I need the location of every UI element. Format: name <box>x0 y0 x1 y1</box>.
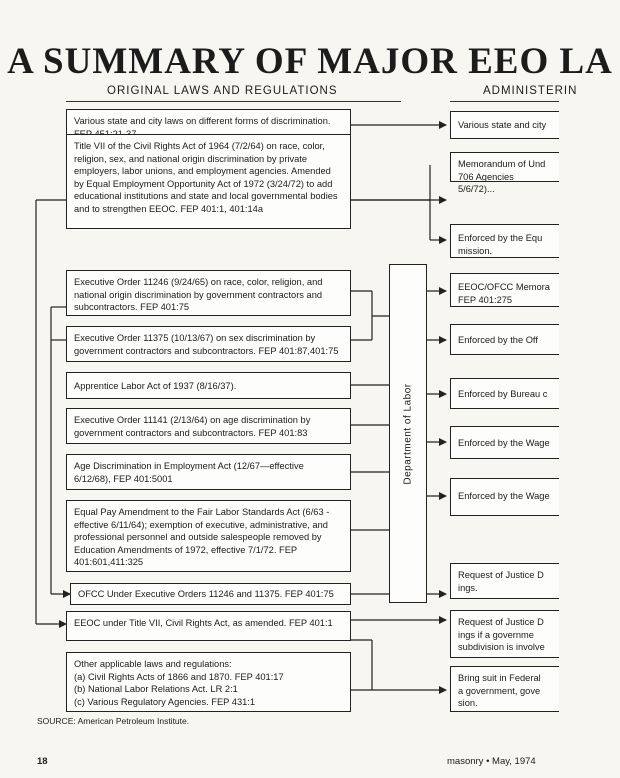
agency-box-office: Enforced by the Off <box>450 324 559 355</box>
law-box-equal-pay: Equal Pay Amendment to the Fair Labor Standards Act (6/63 - effective 6/11/64); exemption of executive, administrative, and professional personnel and outside salespeople removed by Education Amendments of 1972, effective 7/1/72. FEP 401:601,411:325 <box>66 500 351 572</box>
agency-box-eeoc: Enforced by the Equ mission. <box>450 224 559 258</box>
law-box-eo-11246: Executive Order 11246 (9/24/65) on race, color, religion, and national origin discrimination by government contractors and subcontractors. FEP 401:75 <box>66 270 351 316</box>
law-box-other-laws: Other applicable laws and regulations: (a) Civil Rights Acts of 1866 and 1870. FEP 401:17 (b) National Labor Relations Act. LR 2:1 (c) Various Regulatory Agencies. FEP 431:1 <box>66 652 351 712</box>
page-number: 18 <box>37 756 48 767</box>
agency-box-justice-2: Request of Justice D ings if a governme subdivision is involve <box>450 610 559 658</box>
agency-box-federal-suit: Bring suit in Federal a government, gove sion. <box>450 666 559 712</box>
law-box-ofcc: OFCC Under Executive Orders 11246 and 11375. FEP 401:75 <box>70 583 351 605</box>
law-box-eo-11375: Executive Order 11375 (10/13/67) on sex discrimination by government contractors and subcontractors. FEP 401:87,401:75 <box>66 326 351 362</box>
agency-box-wage-2: Enforced by the Wage <box>450 478 559 516</box>
source-note: SOURCE: American Petroleum Institute. <box>37 716 190 726</box>
agency-box-wage-1: Enforced by the Wage <box>450 426 559 459</box>
law-box-title-vii: Title VII of the Civil Rights Act of 1964 (7/2/64) on race, color, religion, sex, and national origin discrimination by private employers, labor unions, and employment agencies. Amended by Equal Employment Opportunity Act of 1972 (3/24/72) to add educational institutions and state and local governmental bodies and to strengthen EEOC. FEP 401:1, 401:14a <box>66 134 351 229</box>
agency-box-bureau: Enforced by Bureau c <box>450 378 559 409</box>
law-box-eo-11141: Executive Order 11141 (2/13/64) on age discrimination by government contractors and subcontractors. FEP 401:83 <box>66 408 351 444</box>
page-title: A SUMMARY OF MAJOR EEO LA <box>7 41 613 82</box>
agency-box-eeoc-ofcc-memo: EEOC/OFCC Memora FEP 401:275 <box>450 273 559 307</box>
publication-footer: masonry • May, 1974 <box>447 756 536 767</box>
department-of-labor-label: Department of Labor <box>402 382 414 485</box>
agency-box-memorandum: Memorandum of Und 706 Agencies 5/6/72)... <box>450 152 559 182</box>
department-of-labor-box <box>389 264 427 603</box>
law-box-apprentice-act: Apprentice Labor Act of 1937 (8/16/37). <box>66 372 351 399</box>
law-box-state-city: Various state and city laws on different forms of discrimination. <box>66 109 351 141</box>
agency-box-state-city: Various state and city <box>450 111 559 139</box>
agency-box-justice-1: Request of Justice D ings. <box>450 563 559 599</box>
law-box-age-discrimination: Age Discrimination in Employment Act (12/67—effective 6/12/68), FEP 401:5001 <box>66 454 351 490</box>
right-column-heading: ADMINISTERIN <box>483 85 578 97</box>
law-box-eeoc: EEOC under Title VII, Civil Rights Act, as amended. FEP 401:1 <box>66 611 351 641</box>
left-column-heading: ORIGINAL LAWS AND REGULATIONS <box>107 85 338 97</box>
